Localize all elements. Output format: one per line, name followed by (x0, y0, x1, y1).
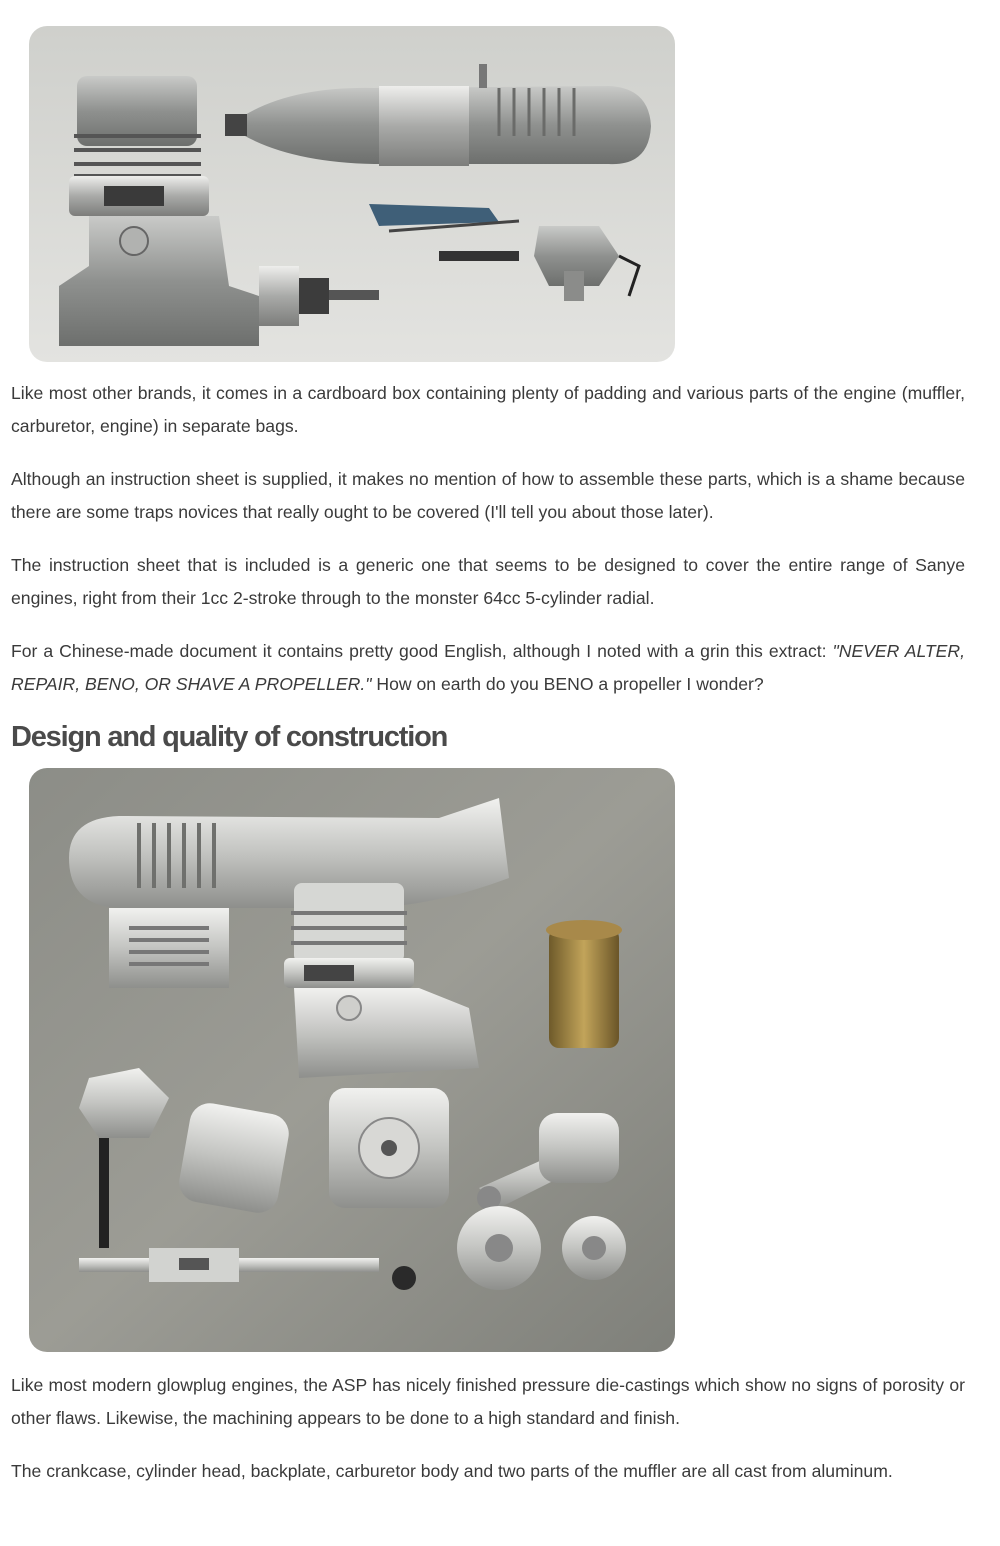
engine-parts-illustration (29, 26, 675, 362)
paragraph-instruction-sheet: Although an instruction sheet is supplied, it makes no mention of how to assemble these parts, which is a shame because there are some traps novices that really ought to be covered (I'll tell you about those later). (11, 469, 965, 522)
paragraph-generic-sheet: The instruction sheet that is included is a generic one that seems to be designed to cover the entire range of Sanye engines, right from their 1cc 2-stroke through to the monster 64cc 5-cylinder radial. (11, 555, 965, 608)
beno-text-start: For a Chinese-made document it contains pretty good English, although I noted with a grin this extract: (11, 641, 833, 661)
disassembled-engine-illustration (29, 768, 675, 1352)
section-heading-design: Design and quality of construction (11, 721, 448, 753)
paragraph-packaging: Like most other brands, it comes in a cardboard box containing plenty of padding and various parts of the engine (muffler, carburetor, engine) in separate bags. (11, 383, 965, 436)
beno-text-end: How on earth do you BENO a propeller I wonder? (371, 674, 764, 694)
beno-quote: "NEVER ALTER, REPAIR, BENO, OR SHAVE A PROPELLER." (11, 641, 965, 694)
engine-parts-photo (29, 26, 675, 362)
paragraph-beno-quote (11, 635, 965, 701)
paragraph-die-castings: Like most modern glowplug engines, the ASP has nicely finished pressure die-castings which show no signs of porosity or other flaws. Likewise, the machining appears to be done to a high standard and finish. (11, 1375, 965, 1428)
disassembled-engine-photo (29, 768, 675, 1352)
paragraph-aluminum-parts: The crankcase, cylinder head, backplate, carburetor body and two parts of the muffler are all cast from aluminum. (11, 1461, 893, 1481)
